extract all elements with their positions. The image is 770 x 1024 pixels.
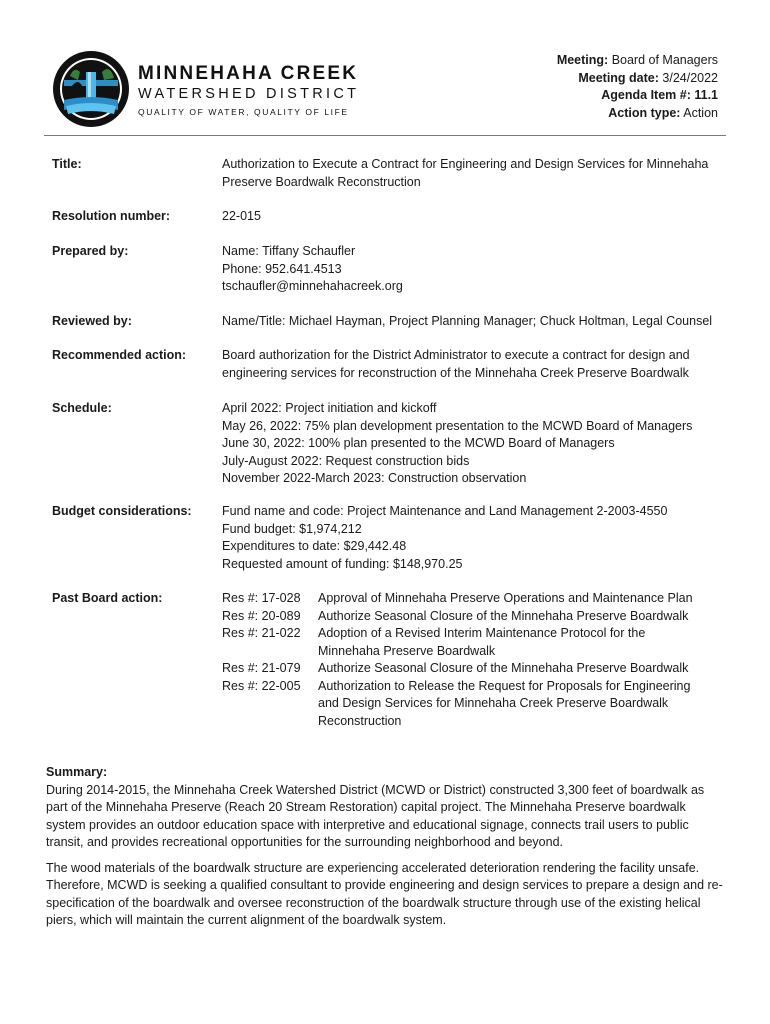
summary-paragraph: The wood materials of the boardwalk structure are experiencing accelerated deterioration rendering the facility unsafe. Therefore, MCWD is seeking a qualified consultant to provide engineering and design services to prepare a design and re-specification of the boardwalk and oversee reconstruction of the boardwalk structure through use of the existing helical piers, which will maintain the current alignment of the boardwalk system. [46,860,723,927]
title-line: Authorization to Execute a Contract for Engineering and Design Services for Minnehaha [222,157,709,171]
resolution-number: 22-015 [222,209,261,223]
reviewed-label: Reviewed by: [52,314,132,328]
past-action-label: Past Board action: [52,591,163,605]
district-logo-icon [52,50,130,128]
prepared-label: Prepared by: [52,244,129,258]
budget-item: Requested amount of funding: $148,970.25 [222,556,463,571]
schedule-item: April 2022: Project initiation and kickoff [222,401,437,415]
recommended-line: engineering services for reconstruction of the Minnehaha Creek Preserve Boardwalk [222,365,689,380]
resolution-value [222,208,722,226]
resolution-desc: Authorization to Release the Request for Proposals for Engineering and Design Services for Minnehaha Creek Preserve Boardwalk Reconstruction [318,678,691,728]
past-action-item [222,660,722,678]
budget-item: Fund budget: $1,974,212 [222,521,362,536]
meeting-date-label: Meeting date: [578,70,659,85]
schedule-item: May 26, 2022: 75% plan development presentation to the MCWD Board of Managers [222,418,693,433]
prepared-value [222,243,722,296]
resolution-desc: Approval of Minnehaha Preserve Operations and Maintenance Plan [318,591,693,605]
title-label: Title: [52,157,82,171]
budget-item: Fund name and code: Project Maintenance and Land Management 2-2003-4550 [222,504,668,518]
meeting-meta [557,52,718,122]
schedule-label: Schedule: [52,401,112,415]
resolution-desc: Adoption of a Revised Interim Maintenance Protocol for the Minnehaha Preserve Boardwalk [318,626,646,658]
reviewer-names: Name/Title: Michael Hayman, Project Planning Manager; Chuck Holtman, Legal Counsel [222,314,713,328]
resolution-ref: Res #: 17-028 [222,591,301,605]
preparer-email: tschaufler@minnehahacreek.org [222,279,403,293]
action-type-value: Action [683,105,718,120]
resolution-desc: Authorize Seasonal Closure of the Minnehaha Preserve Boardwalk [318,661,689,675]
resolution-ref: Res #: 20-089 [222,608,301,623]
resolution-desc: Authorize Seasonal Closure of the Minnehaha Preserve Boardwalk [318,608,689,623]
action-type-label: Action type: [608,105,681,120]
preparer-phone: Phone: 952.641.4513 [222,261,342,276]
recommended-label: Recommended action: [52,348,187,362]
reviewed-value [222,313,722,331]
budget-item: Expenditures to date: $29,442.48 [222,539,407,553]
past-action-item [222,678,722,731]
resolution-ref: Res #: 21-022 [222,626,301,640]
title-value [222,156,722,191]
summary-section [46,764,726,938]
meeting-label: Meeting: [556,53,609,67]
schedule-item: July-August 2022: Request construction bids [222,453,470,468]
schedule-item: June 30, 2022: 100% plan presented to the MCWD Board of Managers [222,436,615,450]
meeting-value: Board of Managers [611,53,718,67]
org-name-block [138,64,359,117]
meeting-date-value: 3/24/2022 [662,70,718,85]
org-tagline: QUALITY OF WATER, QUALITY OF LIFE [138,107,349,117]
schedule-list [222,400,722,488]
past-action-list [222,590,722,730]
resolution-ref: Res #: 21-079 [222,661,301,675]
preparer-name: Name: Tiffany Schaufler [222,244,356,258]
past-action-item [222,590,722,608]
recommended-value [222,347,722,382]
meeting-line [557,52,718,70]
summary-title: Summary: [46,765,108,779]
recommended-line: Board authorization for the District Administrator to execute a contract for design and [222,348,690,362]
meeting-date-line [557,70,718,88]
agenda-item-value: 11.1 [694,88,718,102]
org-name: MINNEHAHA CREEK [138,63,359,84]
budget-label: Budget considerations: [52,504,192,518]
past-action-item [222,608,722,626]
agenda-item-line [557,87,718,105]
action-type-line [557,105,718,123]
agenda-item-label: Agenda Item #: [601,88,691,102]
budget-list [222,503,722,573]
resolution-label: Resolution number: [52,209,171,223]
title-line: Preserve Boardwalk Reconstruction [222,174,421,189]
resolution-ref: Res #: 22-005 [222,678,301,693]
summary-paragraph: During 2014-2015, the Minnehaha Creek Watershed District (MCWD or District) constructed 3,300 feet of boardwalk as part of the Minnehaha Preserve (Reach 20 Stream Restoration) capital project. The Minnehaha Preserve boardwalk system provides an outdoor education space with interpretive and educational signage, connects trail users to public transit, and provides recreational opportunities for the surrounding neighborhood and beyond. [46,782,705,849]
past-action-item [222,625,722,660]
schedule-item: November 2022-March 2023: Construction observation [222,471,527,485]
org-subtitle: WATERSHED DISTRICT [138,86,360,102]
header-divider [44,135,726,136]
